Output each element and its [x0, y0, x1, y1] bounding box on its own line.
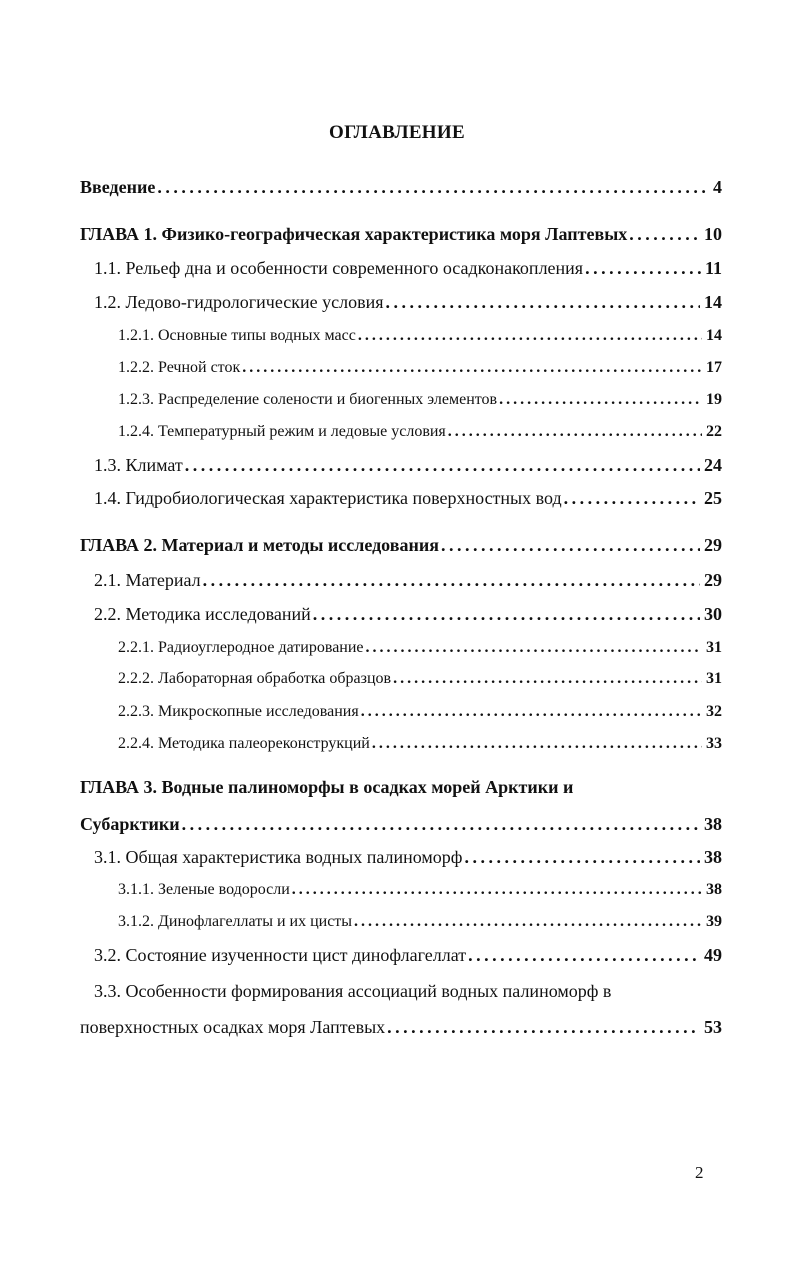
toc-page: 14 — [706, 327, 722, 344]
toc-page: 39 — [706, 913, 722, 930]
toc-entry-chapter-3[interactable] — [80, 811, 722, 837]
dot-leader — [585, 255, 701, 281]
toc-label: 1.2.3. Распределение солености и биогенных элементов — [118, 391, 498, 408]
page-title: ОГЛАВЛЕНИЕ — [329, 122, 465, 143]
toc-page: 24 — [704, 455, 722, 475]
dot-leader — [185, 452, 700, 478]
toc-label: 1.2.1. Основные типы водных масс — [118, 327, 356, 344]
dot-leader — [372, 731, 702, 757]
toc-entry-1-2-2[interactable] — [118, 355, 722, 381]
toc-page: 10 — [704, 224, 722, 244]
toc-entry-2-2-1[interactable] — [118, 635, 722, 661]
toc-label: 1.2.2. Речной сток — [118, 359, 241, 376]
toc-label: 2.2. Методика исследований — [94, 604, 311, 624]
dot-leader — [358, 323, 702, 349]
dot-leader — [464, 844, 700, 870]
toc-entry-intro[interactable] — [80, 174, 722, 200]
toc-entry-1-2-3[interactable] — [118, 387, 722, 413]
toc-page: 29 — [704, 570, 722, 590]
toc-entry-3-1-2[interactable] — [118, 909, 722, 935]
toc-label: 3.1.1. Зеленые водоросли — [118, 881, 290, 898]
dot-leader — [387, 1014, 700, 1040]
toc-entry-1-2[interactable] — [94, 289, 722, 315]
toc-page: 4 — [713, 177, 722, 197]
toc-label: 2.2.1. Радиоуглеродное датирование — [118, 639, 364, 656]
dot-leader — [393, 666, 702, 692]
toc-page: 25 — [704, 488, 722, 508]
toc-page: 14 — [704, 292, 722, 312]
dot-leader — [629, 221, 700, 247]
dot-leader — [448, 419, 702, 445]
toc-entry-2-1[interactable] — [94, 567, 722, 593]
toc-label: 2.1. Материал — [94, 570, 201, 590]
toc-label: 3.1.2. Динофлагеллаты и их цисты — [118, 913, 353, 930]
toc-label: 3.1. Общая характеристика водных палиноморф — [94, 847, 463, 867]
toc-page: 22 — [706, 423, 722, 440]
toc-page: 32 — [706, 703, 722, 720]
toc-page: 31 — [706, 670, 722, 687]
toc-entry-1-3[interactable] — [94, 452, 722, 478]
toc-3-3-line1[interactable]: 3.3. Особенности формирования ассоциаций водных палиноморф в — [94, 981, 612, 1001]
toc-label: Введение — [80, 177, 156, 197]
toc-label: 1.4. Гидробиологическая характеристика поверхностных вод — [94, 488, 562, 508]
dot-leader — [182, 811, 700, 837]
toc-entry-1-4[interactable] — [94, 485, 722, 511]
toc-entry-2-2[interactable] — [94, 601, 722, 627]
dot-leader — [242, 355, 702, 381]
toc-page: 30 — [704, 604, 722, 624]
dot-leader — [441, 532, 700, 558]
dot-leader — [386, 289, 700, 315]
toc-page: 31 — [706, 639, 722, 656]
dot-leader — [313, 601, 700, 627]
toc-entry-3-2[interactable] — [94, 942, 722, 968]
toc-entry-2-2-4[interactable] — [118, 731, 722, 757]
dot-leader — [292, 877, 702, 903]
dot-leader — [361, 699, 702, 725]
dot-leader — [366, 635, 702, 661]
toc-label: 3.2. Состояние изученности цист динофлагеллат — [94, 945, 467, 965]
toc-entry-3-1[interactable] — [94, 844, 722, 870]
toc-entry-chapter-1[interactable] — [80, 221, 722, 247]
toc-label: 1.3. Климат — [94, 455, 183, 475]
dot-leader — [468, 942, 700, 968]
toc-label: поверхностных осадках моря Лаптевых — [80, 1017, 386, 1037]
toc-page: 38 — [704, 847, 722, 867]
toc-entry-chapter-2[interactable] — [80, 532, 722, 558]
toc-page: 38 — [706, 881, 722, 898]
toc-label: ГЛАВА 2. Материал и методы исследования — [80, 535, 439, 555]
toc-page: 19 — [706, 391, 722, 408]
toc-label: Субарктики — [80, 814, 180, 834]
toc-page: 11 — [704, 258, 722, 278]
toc-label: 2.2.4. Методика палеореконструкций — [118, 735, 370, 752]
dot-leader — [157, 174, 709, 200]
toc-label: ГЛАВА 1. Физико-географическая характеристика моря Лаптевых — [80, 224, 628, 244]
toc-entry-2-2-3[interactable] — [118, 699, 722, 725]
dot-leader — [499, 387, 702, 413]
dot-leader — [354, 909, 702, 935]
toc-page: 33 — [706, 735, 722, 752]
toc-label: 2.2.3. Микроскопные исследования — [118, 703, 359, 720]
page-number: 2 — [695, 1163, 704, 1182]
toc-entry-1-2-4[interactable] — [118, 419, 722, 445]
toc-chapter-3-line1[interactable]: ГЛАВА 3. Водные палиноморфы в осадках морей Арктики и — [80, 777, 574, 797]
dot-leader — [203, 567, 700, 593]
toc-page: 49 — [704, 945, 722, 965]
dot-leader — [564, 485, 700, 511]
toc-label: 1.2.4. Температурный режим и ледовые условия — [118, 423, 446, 440]
toc-entry-1-1[interactable] — [94, 255, 722, 281]
toc-entry-3-1-1[interactable] — [118, 877, 722, 903]
toc-label: 1.2. Ледово-гидрологические условия — [94, 292, 384, 312]
toc-entry-1-2-1[interactable] — [118, 323, 722, 349]
toc-label: 2.2.2. Лабораторная обработка образцов — [118, 670, 392, 687]
toc-page: 17 — [706, 359, 722, 376]
toc-entry-3-3[interactable] — [80, 1014, 722, 1040]
toc-page: 38 — [704, 814, 722, 834]
toc-label: 1.1. Рельеф дна и особенности современного осадконакопления — [94, 258, 584, 278]
toc-page: 29 — [704, 535, 722, 555]
toc-entry-2-2-2[interactable] — [118, 666, 722, 692]
toc-page: 53 — [704, 1017, 722, 1037]
